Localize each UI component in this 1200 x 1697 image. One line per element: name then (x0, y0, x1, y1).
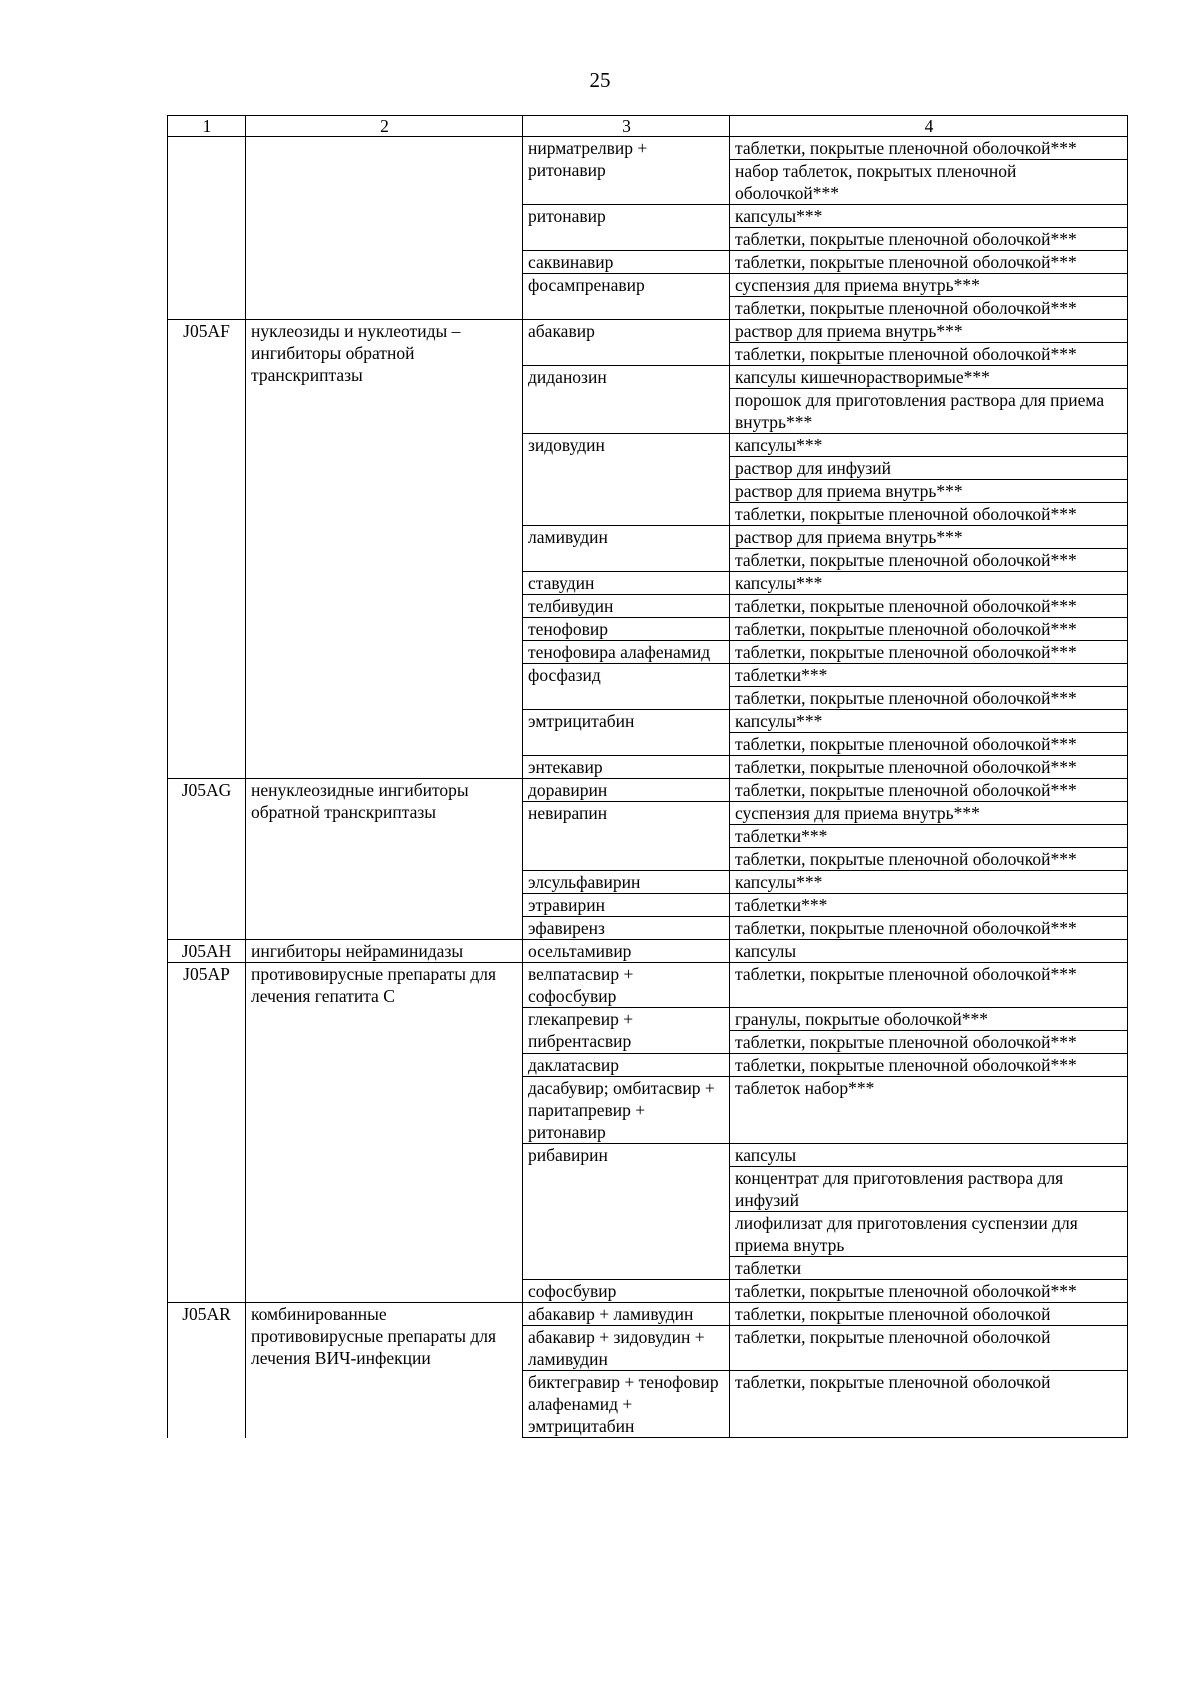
dosage-form: таблетки*** (730, 894, 1128, 917)
dosage-form: таблетки, покрытые пленочной оболочкой*** (730, 733, 1128, 756)
dosage-form: таблетки, покрытые пленочной оболочкой*** (730, 1280, 1128, 1303)
dosage-form: капсулы*** (730, 710, 1128, 733)
drug-name: ламивудин (523, 526, 730, 572)
dosage-form: таблетки*** (730, 664, 1128, 687)
drug-name: энтекавир (523, 756, 730, 779)
dosage-form: порошок для приготовления раствора для приема внутрь*** (730, 389, 1128, 434)
atc-code: J05AG (168, 779, 246, 940)
dosage-form: капсулы (730, 940, 1128, 963)
drug-name: ритонавир (523, 205, 730, 251)
dosage-form: суспензия для приема внутрь*** (730, 274, 1128, 297)
dosage-form: капсулы (730, 1144, 1128, 1167)
atc-code: J05AR (168, 1303, 246, 1438)
dosage-form: таблетки, покрытые пленочной оболочкой*** (730, 343, 1128, 366)
dosage-form: раствор для приема внутрь*** (730, 320, 1128, 343)
dosage-form: капсулы*** (730, 871, 1128, 894)
dosage-form: раствор для инфузий (730, 457, 1128, 480)
dosage-form: концентрат для приготовления раствора для инфузий (730, 1167, 1128, 1212)
table-row (168, 320, 1128, 343)
drug-name: зидовудин (523, 434, 730, 526)
drug-name: нирматрелвир + ритонавир (523, 137, 730, 205)
dosage-form: таблетки, покрытые пленочной оболочкой*** (730, 618, 1128, 641)
header-col-2: 2 (246, 116, 523, 137)
dosage-form: таблетки, покрытые пленочной оболочкой*** (730, 297, 1128, 320)
drug-name: даклатасвир (523, 1054, 730, 1077)
dosage-form: капсулы*** (730, 572, 1128, 595)
dosage-form: гранулы, покрытые оболочкой*** (730, 1008, 1128, 1031)
drug-name: телбивудин (523, 595, 730, 618)
drug-name: саквинавир (523, 251, 730, 274)
drug-name: рибавирин (523, 1144, 730, 1280)
drug-table-body (168, 116, 1128, 1438)
table-row (168, 779, 1128, 802)
drug-name: доравирин (523, 779, 730, 802)
drug-name: софосбувир (523, 1280, 730, 1303)
drug-table-grid (167, 115, 1128, 1438)
dosage-form: набор таблеток, покрытых пленочной оболочкой*** (730, 160, 1128, 205)
atc-code: J05AP (168, 963, 246, 1303)
drug-name: абакавир + ламивудин (523, 1303, 730, 1326)
dosage-form: таблетки, покрытые пленочной оболочкой*** (730, 1031, 1128, 1054)
dosage-form: таблетки, покрытые пленочной оболочкой*** (730, 1054, 1128, 1077)
table-row (168, 940, 1128, 963)
dosage-form: таблетки, покрытые пленочной оболочкой*** (730, 779, 1128, 802)
drug-name: фосфазид (523, 664, 730, 710)
header-col-4: 4 (730, 116, 1128, 137)
drug-name: фосампренавир (523, 274, 730, 320)
dosage-form: таблетки, покрытые пленочной оболочкой (730, 1326, 1128, 1371)
drug-name: абакавир + зидовудин + ламивудин (523, 1326, 730, 1371)
header-col-1: 1 (168, 116, 246, 137)
atc-group-name: нуклеозиды и нуклеотиды – ингибиторы обратной транскриптазы (246, 320, 523, 779)
dosage-form: таблетки (730, 1257, 1128, 1280)
atc-group-name: комбинированные противовирусные препараты для лечения ВИЧ-инфекции (246, 1303, 523, 1438)
drug-name: невирапин (523, 802, 730, 871)
page-number: 25 (589, 68, 611, 92)
atc-group-name (246, 137, 523, 320)
drug-name: элсульфавирин (523, 871, 730, 894)
dosage-form: таблетки, покрытые пленочной оболочкой*** (730, 549, 1128, 572)
dosage-form: таблетки, покрытые пленочной оболочкой*** (730, 917, 1128, 940)
atc-group-name: ненуклеозидные ингибиторы обратной транскриптазы (246, 779, 523, 940)
dosage-form: таблетки, покрытые пленочной оболочкой*** (730, 503, 1128, 526)
drug-name: тенофовир (523, 618, 730, 641)
dosage-form: таблетки, покрытые пленочной оболочкой*** (730, 687, 1128, 710)
table-row (168, 1303, 1128, 1326)
dosage-form: таблетки, покрытые пленочной оболочкой*** (730, 595, 1128, 618)
dosage-form: раствор для приема внутрь*** (730, 526, 1128, 549)
atc-group-name: ингибиторы нейраминидазы (246, 940, 523, 963)
dosage-form: таблетки, покрытые пленочной оболочкой (730, 1371, 1128, 1438)
dosage-form: капсулы*** (730, 434, 1128, 457)
dosage-form: капсулы*** (730, 205, 1128, 228)
atc-code: J05AF (168, 320, 246, 779)
table-row (168, 963, 1128, 1008)
drug-table (167, 115, 1127, 1438)
drug-name: осельтамивир (523, 940, 730, 963)
dosage-form: таблетки, покрытые пленочной оболочкой (730, 1303, 1128, 1326)
dosage-form: раствор для приема внутрь*** (730, 480, 1128, 503)
drug-name: абакавир (523, 320, 730, 366)
header-col-3: 3 (523, 116, 730, 137)
dosage-form: таблетки, покрытые пленочной оболочкой*** (730, 963, 1128, 1008)
drug-name: тенофовира алафенамид (523, 641, 730, 664)
atc-code: J05AH (168, 940, 246, 963)
dosage-form: суспензия для приема внутрь*** (730, 802, 1128, 825)
atc-group-name: противовирусные препараты для лечения гепатита С (246, 963, 523, 1303)
header-row (168, 116, 1128, 137)
drug-name: этравирин (523, 894, 730, 917)
drug-name: глекапревир + пибрентасвир (523, 1008, 730, 1054)
drug-name: эмтрицитабин (523, 710, 730, 756)
dosage-form: лиофилизат для приготовления суспензии для приема внутрь (730, 1212, 1128, 1257)
dosage-form: таблетки, покрытые пленочной оболочкой*** (730, 848, 1128, 871)
dosage-form: капсулы кишечнорастворимые*** (730, 366, 1128, 389)
dosage-form: таблетки, покрытые пленочной оболочкой*** (730, 641, 1128, 664)
drug-name: диданозин (523, 366, 730, 434)
dosage-form: таблетки, покрытые пленочной оболочкой*** (730, 228, 1128, 251)
drug-name: дасабувир; омбитасвир + паритапревир + ритонавир (523, 1077, 730, 1144)
table-row (168, 137, 1128, 160)
dosage-form: таблеток набор*** (730, 1077, 1128, 1144)
drug-name: велпатасвир + софосбувир (523, 963, 730, 1008)
drug-name: эфавиренз (523, 917, 730, 940)
dosage-form: таблетки, покрытые пленочной оболочкой*** (730, 251, 1128, 274)
drug-name: ставудин (523, 572, 730, 595)
drug-name: биктегравир + тенофовир алафенамид + эмтрицитабин (523, 1371, 730, 1438)
atc-code (168, 137, 246, 320)
dosage-form: таблетки, покрытые пленочной оболочкой*** (730, 137, 1128, 160)
dosage-form: таблетки*** (730, 825, 1128, 848)
dosage-form: таблетки, покрытые пленочной оболочкой*** (730, 756, 1128, 779)
